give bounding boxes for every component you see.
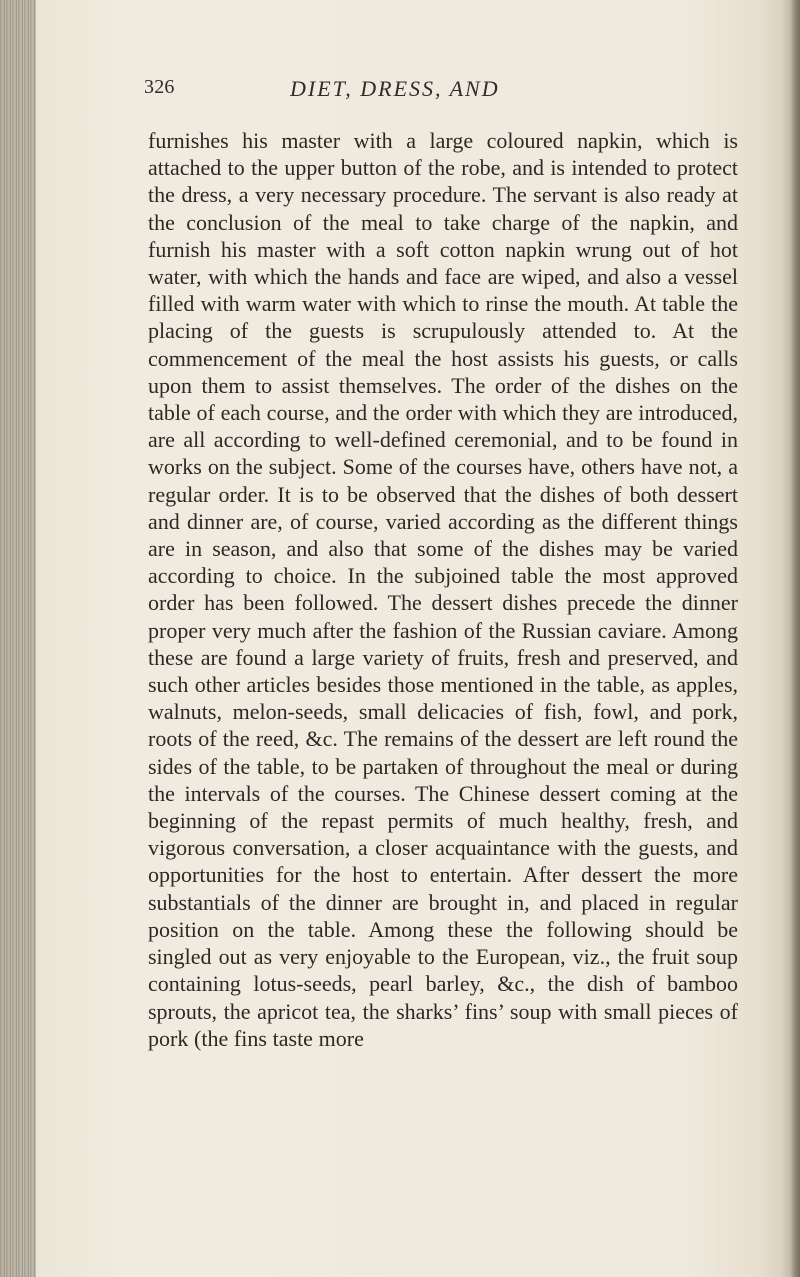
page-edge-shadow: [782, 0, 800, 1277]
running-title: DIET, DRESS, AND: [290, 76, 500, 101]
page-number: 326: [144, 76, 175, 98]
body-paragraph: furnishes his master with a large coloured napkin, which is attached to the upper button of the robe, and is intended to protect the dress, a very necessary procedure. The servant is also ready at the conclusion of the meal to take charge of the napkin, and furnish his master with a soft cotton napkin wrung out of hot water, with which the hands and face are wiped, and also a vessel filled with warm water with which to rinse the mouth. At table the placing of the guests is scrupulously attended to. At the commencement of the meal the host assists his guests, or calls upon them to assist themselves. The order of the dishes on the table of each course, and the order with which they are introduced, are all according to well-defined ceremonial, and to be found in works on the subject. Some of the courses have, others have not, a regular order. It is to be observed that the dishes of both dessert and dinner are, of course, varied according as the different things are in season, and also that some of the dishes may be varied according to choice. In the subjoined table the most approved order has been followed. The dessert dishes precede the dinner proper very much after the fashion of the Russian caviare. Among these are found a large variety of fruits, fresh and preserved, and such other articles besides those mentioned in the table, as apples, walnuts, melon-seeds, small delicacies of fish, fowl, and pork, roots of the reed, &c. The remains of the dessert are left round the sides of the table, to be partaken of throughout the meal or during the intervals of the courses. The Chinese dessert coming at the beginning of the repast permits of much healthy, fresh, and vigorous conversation, a closer acquaintance with the guests, and opportunities for the host to entertain. After dessert the more substantials of the dinner are brought in, and placed in regular position on the table. Among these the following should be singled out as very enjoyable to the European, viz., the fruit soup containing lotus-seeds, pearl barley, &c., the dish of bamboo sprouts, the apricot tea, the sharks’ fins’ soup with small pieces of pork (the fins taste more: [148, 128, 738, 1051]
page-header: [144, 76, 664, 110]
book-binding-edge: [0, 0, 36, 1277]
